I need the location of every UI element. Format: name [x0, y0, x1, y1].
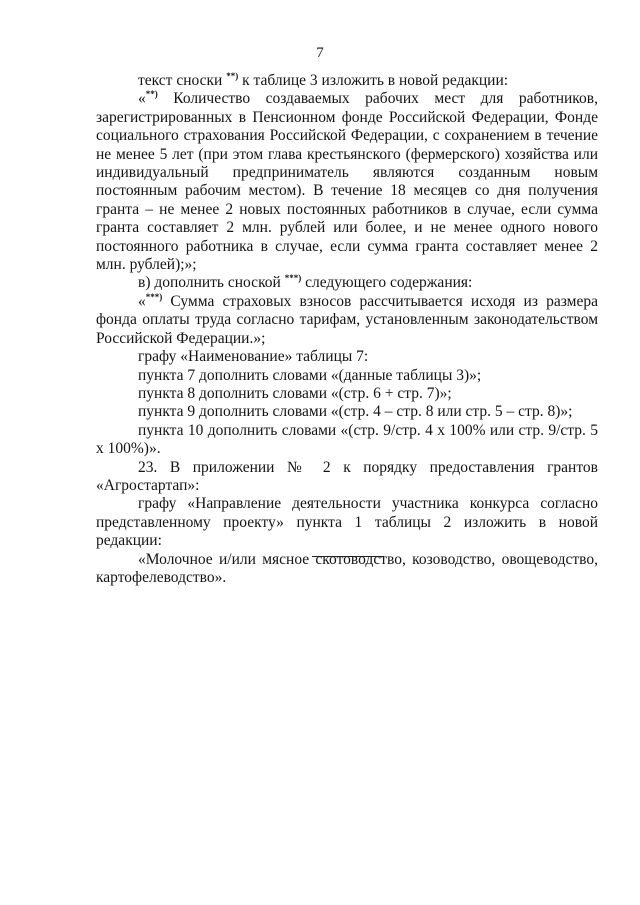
paragraph-footnote-content [96, 90, 598, 274]
document-body [96, 72, 598, 587]
paragraph-item-9 [96, 403, 598, 421]
paragraph-text: « [138, 292, 146, 310]
paragraph-footnote-text [96, 72, 598, 90]
paragraph-text: пункта 10 дополнить словами «(стр. 9/стр. 4 х 100% или стр. 9/стр. 5 х 100%)». [96, 421, 598, 458]
paragraph-text: «Молочное и/или мясное скотоводство, козоводство, овощеводство, картофелеводство». [96, 550, 598, 586]
page-number: 7 [316, 45, 324, 61]
end-divider-line [312, 556, 384, 557]
paragraph-text: графу «Наименование» таблицы 7: [138, 348, 369, 366]
paragraph-text: к таблице 3 изложить в новой редакции: [238, 72, 509, 89]
footnote-marker: ***) [284, 273, 302, 284]
paragraph-item-8 [96, 385, 598, 403]
paragraph-item-10 [96, 422, 598, 459]
paragraph-text: 23. В приложении № 2 к порядку предоставления грантов «Агростартап»: [96, 458, 598, 494]
footnote-marker: **) [226, 71, 239, 81]
paragraph-add-footnote [96, 274, 598, 292]
paragraph-section-23 [96, 459, 598, 496]
paragraph-direction-column [96, 495, 598, 550]
footnote-marker: **) [145, 89, 158, 100]
paragraph-text: « [138, 90, 146, 108]
paragraph-text: пункта 8 дополнить словами «(стр. 6 + стр. 7)»; [138, 384, 452, 402]
paragraph-text: текст сноски [138, 72, 227, 89]
paragraph-table7-column [96, 348, 598, 366]
paragraph-text: пункта 9 дополнить словами «(стр. 4 – стр. 8 или стр. 5 – стр. 8)»; [138, 403, 573, 421]
paragraph-text: Сумма страховых взносов рассчитывается исходя из размера фонда оплаты труда согласно тарифам, установленным законодательством Российской Федерации.»; [96, 292, 598, 347]
paragraph-text: Количество создаваемых рабочих мест для работников, зарегистрированных в Пенсионном фонде Российской Федерации, Фонде социального страхования Российской Федерации, с сохранением в течение не менее 5 лет (при этом глава крестьянского (фермерского) хозяйства или индивидуальный предприниматель являются созданным новым постоянным рабочим местом). В течение 18 месяцев со дня получения гранта – не менее 2 новых постоянных работников в случае, если сумма гранта составляет 2 млн. рублей или более, и не менее одного нового постоянного работника в случае, если сумма гранта составляет менее 2 млн. рублей);»; [96, 90, 598, 274]
paragraph-text: графу «Направление деятельности участника конкурса согласно представленному проекту» пункта 1 таблицы 2 изложить в новой редакции: [96, 495, 598, 550]
footnote-marker: ***) [145, 291, 163, 302]
paragraph-item-7 [96, 367, 598, 385]
paragraph-text: пункта 7 дополнить словами «(данные таблицы 3)»; [138, 366, 482, 384]
paragraph-insurance-footnote [96, 293, 598, 348]
paragraph-text: в) дополнить сноской [138, 274, 285, 292]
paragraph-text: следующего содержания: [301, 274, 473, 292]
